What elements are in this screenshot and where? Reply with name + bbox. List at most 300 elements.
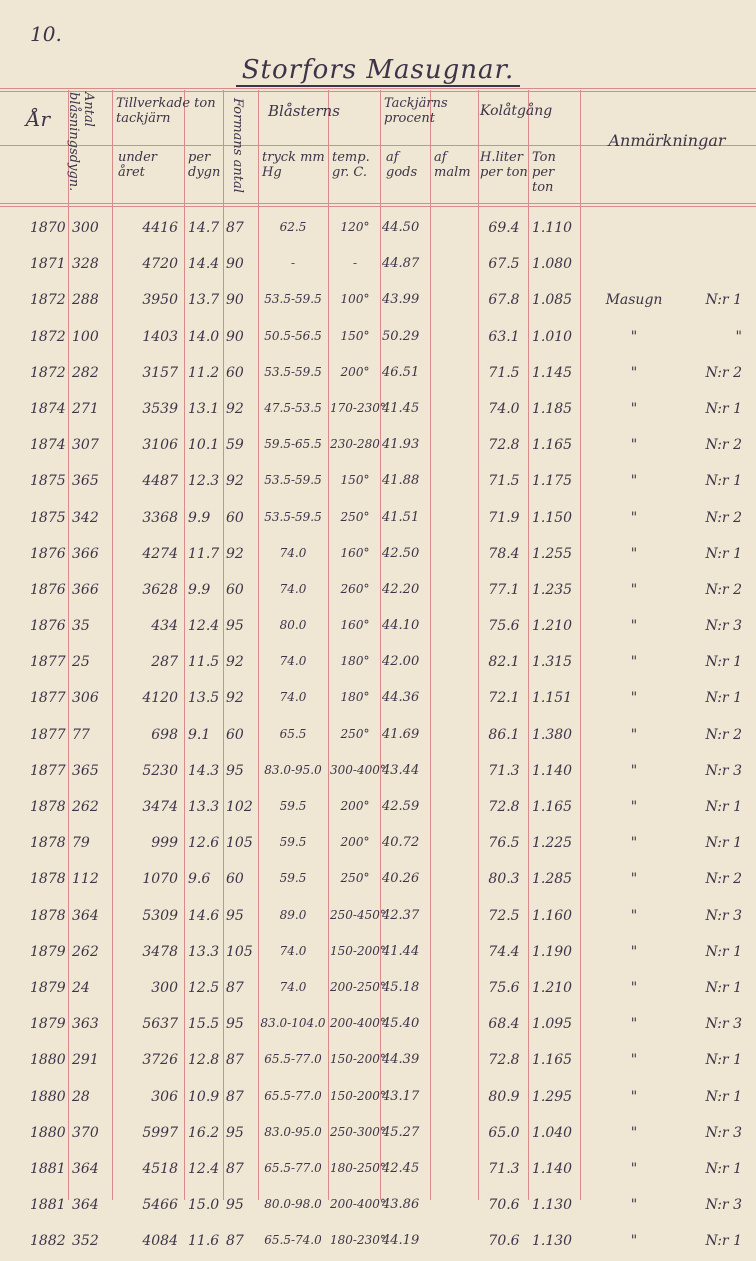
cell-remark-a: Masugn [605, 292, 663, 309]
cell-iron-pct: 40.26 [382, 871, 420, 887]
cell-prod-year: 5230 [142, 762, 178, 779]
cell-prod-day: 9.9 [188, 509, 211, 526]
cell-year: 1878 [30, 871, 66, 888]
cell-temp: - [352, 256, 358, 271]
cell-tuyeres: 90 [226, 292, 244, 309]
cell-prod-day: 9.6 [188, 871, 211, 888]
cell-remark-b: N:r 1 [705, 292, 742, 309]
cell-tuyeres: 102 [226, 799, 253, 815]
cell-temp: 120° [340, 220, 370, 234]
table-row [0, 719, 756, 755]
cell-iron-pct: 41.93 [382, 437, 420, 453]
cell-tuyeres: 59 [226, 437, 244, 454]
cell-year: 1877 [30, 762, 66, 779]
cell-year: 1874 [30, 400, 66, 417]
cell-remark-b: N:r 1 [705, 400, 742, 417]
table-row [0, 248, 756, 284]
cell-prod-year: 4416 [142, 220, 178, 236]
cell-year: 1876 [30, 545, 66, 562]
cell-prod-day: 14.4 [188, 256, 220, 273]
cell-remark-a: " [630, 799, 638, 815]
cell-year: 1878 [30, 799, 66, 815]
cell-coal-hl: 86.1 [488, 726, 520, 743]
cell-days: 262 [72, 943, 99, 960]
cell-remark-a: " [630, 943, 638, 960]
cell-coal-ton: 1.010 [532, 328, 573, 345]
cell-prod-year: 5466 [142, 1197, 178, 1214]
cell-remark-a: " [630, 545, 638, 562]
cell-tuyeres: 92 [226, 654, 244, 671]
cell-year: 1875 [30, 473, 66, 490]
cell-iron-pct: 41.45 [382, 400, 420, 416]
header-iron: Tackjärns procent [384, 96, 448, 126]
cell-coal-hl: 71.3 [488, 1160, 520, 1177]
cell-temp: 180° [340, 690, 370, 705]
cell-remark-b: N:r 2 [705, 509, 742, 526]
cell-pressure: 62.5 [279, 220, 307, 234]
cell-coal-ton: 1.130 [532, 1233, 573, 1250]
cell-remark-b: N:r 2 [705, 871, 742, 888]
cell-prod-day: 11.7 [188, 545, 220, 562]
cell-remark-a: " [630, 364, 638, 381]
table-row [0, 574, 756, 610]
cell-pressure: 65.5-77.0 [264, 1160, 322, 1175]
top-rule [0, 88, 756, 89]
cell-days: 100 [72, 328, 99, 345]
cell-coal-hl: 67.5 [488, 256, 520, 273]
cell-temp: 150° [340, 473, 370, 488]
cell-remark-a: " [630, 690, 638, 707]
cell-prod-year: 287 [151, 654, 178, 671]
cell-remark-b: N:r 1 [705, 979, 742, 996]
cell-prod-year: 3474 [142, 799, 178, 815]
cell-coal-hl: 74.4 [488, 943, 520, 960]
cell-prod-day: 12.3 [188, 473, 220, 490]
cell-coal-ton: 1.225 [532, 835, 573, 852]
cell-iron-pct: 41.44 [382, 943, 420, 959]
cell-year: 1874 [30, 437, 66, 454]
cell-remark-a: " [630, 835, 638, 852]
cell-coal-hl: 71.3 [488, 762, 520, 779]
cell-coal-ton: 1.140 [532, 762, 573, 779]
cell-remark-b: N:r 2 [705, 726, 742, 743]
cell-prod-day: 12.5 [188, 979, 220, 996]
cell-coal-hl: 75.6 [488, 618, 520, 635]
table-row [0, 646, 756, 682]
cell-year: 1880 [30, 1124, 66, 1141]
cell-coal-ton: 1.080 [532, 256, 573, 273]
cell-days: 365 [72, 473, 99, 490]
cell-prod-year: 3157 [142, 364, 178, 381]
cell-coal-hl: 72.8 [488, 437, 520, 454]
cell-pressure: 53.5-59.5 [264, 509, 322, 524]
table-row [0, 827, 756, 863]
cell-prod-day: 14.3 [188, 762, 220, 779]
cell-temp: 160° [340, 545, 370, 560]
table-row [0, 900, 756, 936]
cell-pressure: 83.0-95.0 [264, 1124, 322, 1139]
cell-pressure: 50.5-56.5 [264, 328, 322, 343]
cell-pressure: 65.5-77.0 [264, 1088, 322, 1103]
cell-iron-pct: 44.87 [382, 256, 420, 272]
table-row [0, 1189, 756, 1225]
cell-days: 352 [72, 1233, 99, 1250]
cell-prod-year: 306 [151, 1088, 178, 1105]
cell-tuyeres: 87 [226, 1233, 244, 1250]
cell-prod-day: 14.7 [188, 220, 220, 236]
cell-remark-a: " [630, 328, 638, 345]
cell-days: 300 [72, 220, 99, 236]
cell-coal-ton: 1.165 [532, 799, 573, 815]
cell-pressure: 53.5-59.5 [264, 292, 322, 307]
cell-prod-year: 3628 [142, 581, 178, 598]
cell-year: 1871 [30, 256, 66, 273]
cell-coal-ton: 1.165 [532, 1052, 573, 1069]
cell-year: 1880 [30, 1052, 66, 1069]
page-title [0, 55, 756, 85]
cell-days: 364 [72, 1160, 99, 1177]
cell-pressure: 83.0-95.0 [264, 762, 322, 777]
cell-iron-pct: 43.86 [382, 1197, 420, 1213]
cell-remark-a: " [630, 1124, 638, 1141]
title-text: Storfors Masugnar. [236, 55, 521, 87]
cell-remark-a: " [630, 907, 638, 924]
cell-pressure: 47.5-53.5 [264, 400, 322, 415]
cell-coal-ton: 1.210 [532, 618, 573, 635]
cell-year: 1878 [30, 835, 66, 852]
cell-prod-day: 15.0 [188, 1197, 220, 1214]
header-coal-ton: Ton per ton [532, 150, 556, 195]
cell-coal-hl: 70.6 [488, 1197, 520, 1214]
cell-year: 1878 [30, 907, 66, 924]
cell-prod-year: 698 [151, 726, 178, 743]
header-year: År [26, 107, 51, 131]
cell-temp: 230-280 [330, 437, 380, 452]
cell-days: 28 [72, 1088, 90, 1105]
table-row [0, 1081, 756, 1117]
cell-pressure: 53.5-59.5 [264, 473, 322, 488]
cell-days: 366 [72, 581, 99, 598]
cell-iron-pct: 43.17 [382, 1088, 420, 1104]
cell-pressure: 89.0 [279, 907, 307, 922]
cell-prod-year: 1070 [142, 871, 178, 888]
cell-remark-a: " [630, 618, 638, 635]
cell-iron-pct: 43.99 [382, 292, 420, 308]
cell-year: 1881 [30, 1197, 66, 1214]
cell-prod-year: 5997 [142, 1124, 178, 1141]
table-row [0, 357, 756, 393]
cell-iron-pct: 42.50 [382, 545, 420, 561]
cell-tuyeres: 105 [226, 943, 253, 960]
cell-prod-day: 10.1 [188, 437, 220, 454]
cell-pressure: 59.5 [279, 871, 307, 886]
cell-tuyeres: 95 [226, 907, 244, 924]
cell-prod-day: 12.8 [188, 1052, 220, 1069]
cell-remark-b: N:r 2 [705, 437, 742, 454]
cell-days: 288 [72, 292, 99, 309]
cell-prod-day: 12.4 [188, 618, 220, 635]
cell-temp: 200-400° [330, 1016, 386, 1031]
cell-remark-b: N:r 3 [705, 1197, 742, 1214]
cell-temp: 180-250° [330, 1160, 386, 1175]
table-row [0, 212, 756, 248]
cell-coal-hl: 72.8 [488, 1052, 520, 1069]
cell-coal-ton: 1.145 [532, 364, 573, 381]
cell-iron-pct: 46.51 [382, 364, 420, 380]
cell-coal-ton: 1.151 [532, 690, 573, 707]
cell-pressure: 83.0-104.0 [260, 1016, 326, 1031]
cell-remark-a: " [630, 473, 638, 490]
cell-remark-b: N:r 1 [705, 943, 742, 960]
cell-prod-year: 3950 [142, 292, 178, 309]
cell-temp: 150-200° [330, 1088, 386, 1103]
cell-remark-a: " [630, 979, 638, 996]
cell-temp: 250-300° [330, 1124, 386, 1139]
header-remarks: Anmärkningar [608, 131, 726, 150]
cell-tuyeres: 87 [226, 1088, 244, 1105]
cell-coal-hl: 78.4 [488, 545, 520, 562]
cell-pressure: 65.5-77.0 [264, 1052, 322, 1067]
cell-year: 1877 [30, 654, 66, 671]
cell-tuyeres: 90 [226, 256, 244, 273]
table-row [0, 502, 756, 538]
cell-prod-year: 4274 [142, 545, 178, 562]
cell-iron-pct: 45.27 [382, 1124, 420, 1140]
cell-year: 1872 [30, 364, 66, 381]
cell-temp: 150° [340, 328, 370, 343]
cell-coal-hl: 80.9 [488, 1088, 520, 1105]
cell-temp: 100° [340, 292, 370, 307]
cell-temp: 250-450° [330, 907, 386, 922]
cell-remark-b: N:r 1 [705, 473, 742, 490]
cell-tuyeres: 60 [226, 581, 244, 598]
header-tuyeres: Formans antal [230, 98, 245, 193]
cell-year: 1872 [30, 292, 66, 309]
cell-prod-day: 14.0 [188, 328, 220, 345]
cell-days: 271 [72, 400, 99, 417]
cell-temp: 150-200° [330, 943, 386, 958]
cell-remark-b: N:r 3 [705, 618, 742, 635]
cell-iron-pct: 43.44 [382, 762, 420, 778]
table-row [0, 755, 756, 791]
cell-pressure: 80.0-98.0 [264, 1197, 322, 1212]
cell-prod-year: 4120 [142, 690, 178, 707]
cell-coal-hl: 82.1 [488, 654, 520, 671]
header-blast: Blåsterns [268, 102, 340, 120]
cell-remark-a: " [630, 437, 638, 454]
cell-pressure: 59.5-65.5 [264, 437, 322, 452]
cell-remark-a: " [630, 762, 638, 779]
cell-coal-hl: 72.5 [488, 907, 520, 924]
cell-iron-pct: 45.18 [382, 979, 420, 995]
table-row [0, 1044, 756, 1080]
cell-prod-day: 11.6 [188, 1233, 220, 1250]
cell-days: 77 [72, 726, 90, 743]
header-coal-hl: H.liter per ton [480, 150, 528, 180]
cell-pressure: 59.5 [279, 835, 307, 850]
cell-coal-ton: 1.210 [532, 979, 573, 996]
cell-remark-a: " [630, 1197, 638, 1214]
cell-iron-pct: 40.72 [382, 835, 420, 851]
cell-pressure: - [290, 256, 296, 271]
cell-temp: 300-400° [330, 762, 386, 777]
cell-prod-year: 5309 [142, 907, 178, 924]
cell-coal-hl: 75.6 [488, 979, 520, 996]
cell-pressure: 65.5-74.0 [264, 1233, 322, 1248]
cell-temp: 260° [340, 581, 370, 596]
cell-tuyeres: 92 [226, 473, 244, 490]
cell-tuyeres: 95 [226, 1124, 244, 1141]
cell-temp: 200° [340, 364, 370, 379]
cell-pressure: 74.0 [279, 654, 307, 669]
cell-days: 112 [72, 871, 99, 888]
cell-prod-year: 300 [151, 979, 178, 996]
cell-remark-a: " [630, 400, 638, 417]
cell-prod-day: 16.2 [188, 1124, 220, 1141]
cell-iron-pct: 41.88 [382, 473, 420, 489]
cell-prod-day: 14.6 [188, 907, 220, 924]
cell-prod-day: 15.5 [188, 1016, 220, 1033]
cell-tuyeres: 92 [226, 545, 244, 562]
table-row [0, 284, 756, 320]
cell-pressure: 74.0 [279, 690, 307, 705]
cell-coal-hl: 77.1 [488, 581, 520, 598]
cell-prod-day: 9.1 [188, 726, 211, 743]
cell-tuyeres: 92 [226, 690, 244, 707]
cell-coal-ton: 1.190 [532, 943, 573, 960]
cell-days: 282 [72, 364, 99, 381]
cell-days: 35 [72, 618, 90, 635]
cell-iron-pct: 42.37 [382, 907, 420, 923]
cell-remark-b: N:r 1 [705, 545, 742, 562]
cell-temp: 200-250° [330, 979, 386, 994]
table-row [0, 1153, 756, 1189]
cell-remark-b: N:r 1 [705, 1160, 742, 1177]
cell-iron-pct: 44.19 [382, 1233, 420, 1249]
cell-iron-pct: 41.69 [382, 726, 420, 742]
table-row [0, 863, 756, 899]
cell-coal-hl: 76.5 [488, 835, 520, 852]
cell-pressure: 74.0 [279, 545, 307, 560]
cell-remark-b: N:r 3 [705, 1124, 742, 1141]
cell-days: 306 [72, 690, 99, 707]
cell-coal-hl: 72.8 [488, 799, 520, 815]
cell-tuyeres: 95 [226, 618, 244, 635]
cell-pressure: 53.5-59.5 [264, 364, 322, 379]
cell-coal-hl: 71.5 [488, 364, 520, 381]
cell-remark-a: " [630, 1052, 638, 1069]
cell-tuyeres: 105 [226, 835, 253, 852]
cell-coal-hl: 67.8 [488, 292, 520, 309]
table-row [0, 682, 756, 718]
cell-remark-b: N:r 2 [705, 581, 742, 598]
cell-iron-pct: 44.39 [382, 1052, 420, 1068]
cell-coal-hl: 71.9 [488, 509, 520, 526]
cell-year: 1879 [30, 979, 66, 996]
cell-prod-day: 11.5 [188, 654, 220, 671]
cell-year: 1875 [30, 509, 66, 526]
cell-coal-ton: 1.185 [532, 400, 573, 417]
table-row [0, 791, 756, 827]
cell-days: 307 [72, 437, 99, 454]
cell-coal-ton: 1.165 [532, 437, 573, 454]
cell-remark-b: N:r 3 [705, 1016, 742, 1033]
cell-prod-year: 4084 [142, 1233, 178, 1250]
cell-prod-year: 4518 [142, 1160, 178, 1177]
cell-remark-a: " [630, 1233, 638, 1250]
cell-remark-b: N:r 2 [705, 364, 742, 381]
cell-prod-day: 13.3 [188, 943, 220, 960]
cell-days: 364 [72, 907, 99, 924]
cell-iron-pct: 44.10 [382, 618, 420, 634]
header-pressure: tryck mm Hg [262, 150, 325, 180]
cell-remark-b: N:r 1 [705, 1233, 742, 1250]
cell-pressure: 74.0 [279, 943, 307, 958]
cell-tuyeres: 90 [226, 328, 244, 345]
cell-prod-day: 13.3 [188, 799, 220, 815]
cell-days: 262 [72, 799, 99, 815]
cell-coal-ton: 1.040 [532, 1124, 573, 1141]
header-production: Tillverkade ton tackjärn [116, 96, 216, 126]
cell-iron-pct: 42.45 [382, 1160, 420, 1176]
cell-coal-ton: 1.255 [532, 545, 573, 562]
table-row [0, 1117, 756, 1153]
cell-remark-b: N:r 1 [705, 799, 742, 815]
cell-iron-pct: 42.20 [382, 581, 420, 597]
cell-remark-b: " [735, 328, 742, 345]
cell-year: 1877 [30, 690, 66, 707]
cell-coal-ton: 1.235 [532, 581, 573, 598]
cell-coal-hl: 72.1 [488, 690, 520, 707]
cell-iron-pct: 41.51 [382, 509, 420, 525]
cell-iron-pct: 50.29 [382, 328, 420, 344]
cell-coal-hl: 80.3 [488, 871, 520, 888]
cell-pressure: 74.0 [279, 979, 307, 994]
cell-days: 364 [72, 1197, 99, 1214]
cell-remark-b: N:r 3 [705, 907, 742, 924]
cell-year: 1877 [30, 726, 66, 743]
cell-remark-a: " [630, 1016, 638, 1033]
cell-tuyeres: 87 [226, 1160, 244, 1177]
table-row [0, 1225, 756, 1261]
cell-coal-ton: 1.150 [532, 509, 573, 526]
cell-year: 1881 [30, 1160, 66, 1177]
header-coal: Kolåtgång [480, 103, 553, 119]
cell-remark-a: " [630, 654, 638, 671]
ledger-table [0, 212, 756, 1261]
cell-coal-ton: 1.085 [532, 292, 573, 309]
table-row [0, 465, 756, 501]
table-row [0, 610, 756, 646]
table-row [0, 393, 756, 429]
header-production-year: under året [118, 150, 157, 180]
cell-coal-ton: 1.295 [532, 1088, 573, 1105]
cell-temp: 180-230° [330, 1233, 386, 1248]
cell-coal-ton: 1.110 [532, 220, 573, 236]
table-row [0, 1008, 756, 1044]
header-blast-days: Antal blåsningsdygn. [66, 92, 96, 192]
cell-prod-year: 3368 [142, 509, 178, 526]
cell-remark-a: " [630, 1160, 638, 1177]
cell-tuyeres: 60 [226, 364, 244, 381]
cell-coal-ton: 1.095 [532, 1016, 573, 1033]
cell-prod-day: 10.9 [188, 1088, 220, 1105]
cell-iron-pct: 42.00 [382, 654, 420, 670]
cell-coal-hl: 71.5 [488, 473, 520, 490]
cell-prod-year: 1403 [142, 328, 178, 345]
cell-pressure: 59.5 [279, 799, 307, 813]
cell-prod-year: 999 [151, 835, 178, 852]
